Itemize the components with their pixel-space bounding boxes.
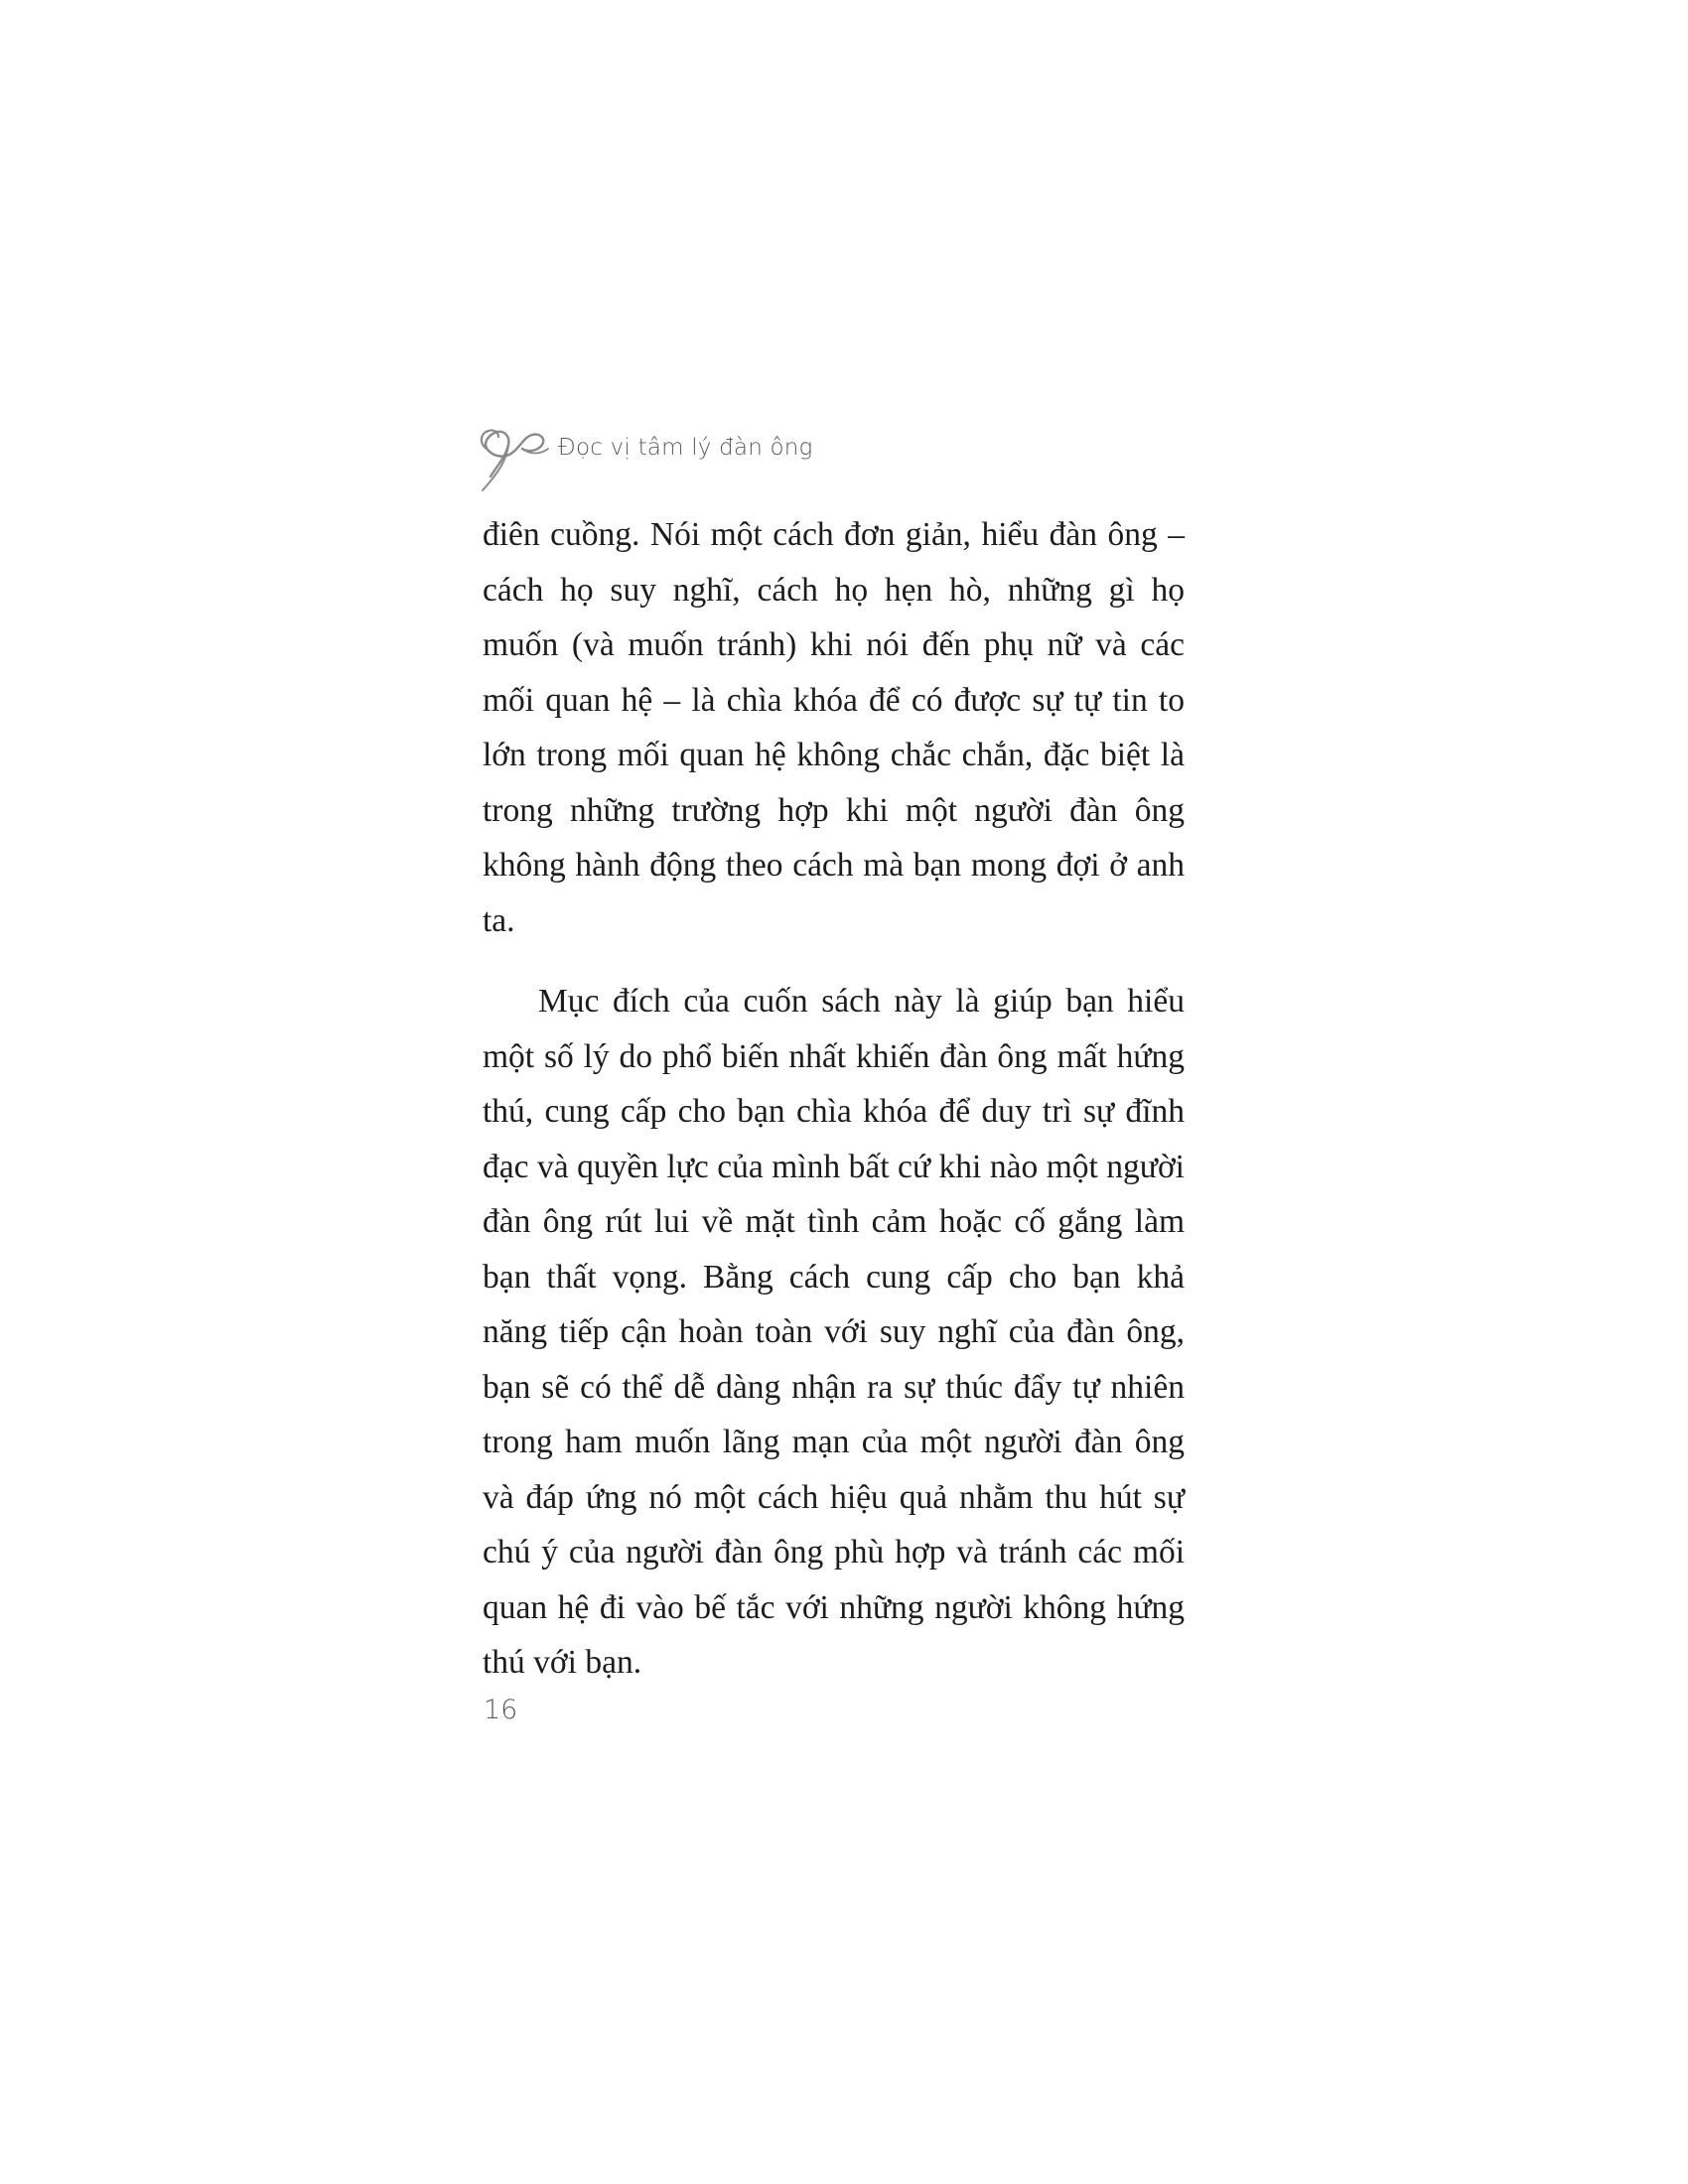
paragraph: Mục đích của cuốn sách này là giúp bạn hiểu một số lý do phổ biến nhất khiến đàn ông mất hứng thú, cung cấp cho bạn chìa khóa để duy trì sự đĩnh đạc và quyền lực của mình bất cứ khi nào một người đàn ông rút lui về mặt tình cảm hoặc cố gắng làm bạn thất vọng. Bằng cách cung cấp cho bạn khả năng tiếp cận hoàn toàn với suy nghĩ của đàn ông, bạn sẽ có thể dễ dàng nhận ra sự thúc đẩy tự nhiên trong ham muốn lãng mạn của một người đàn ông và đáp ứng nó một cách hiệu quả nhằm thu hút sự chú ý của người đàn ông phù hợp và tránh các mối quan hệ đi vào bế tắc với những người không hứng thú với bạn. [483,983,1185,1681]
running-header [469,415,886,504]
paragraph: điên cuồng. Nói một cách đơn giản, hiểu đàn ông – cách họ suy nghĩ, cách họ hẹn hò, những gì họ muốn (và muốn tránh) khi nói đến phụ nữ và các mối quan hệ – là chìa khóa để có được sự tự tin to lớn trong mối quan hệ không chắc chắn, đặc biệt là trong những trường hợp khi một người đàn ông không hành động theo cách mà bạn mong đợi ở anh ta. [483,516,1185,939]
body-text [483,507,1185,1691]
running-header-title: Đọc vị tâm lý đàn ông [558,435,813,461]
page-number: 16 [484,1695,518,1725]
heart-swirl-icon [469,415,564,494]
